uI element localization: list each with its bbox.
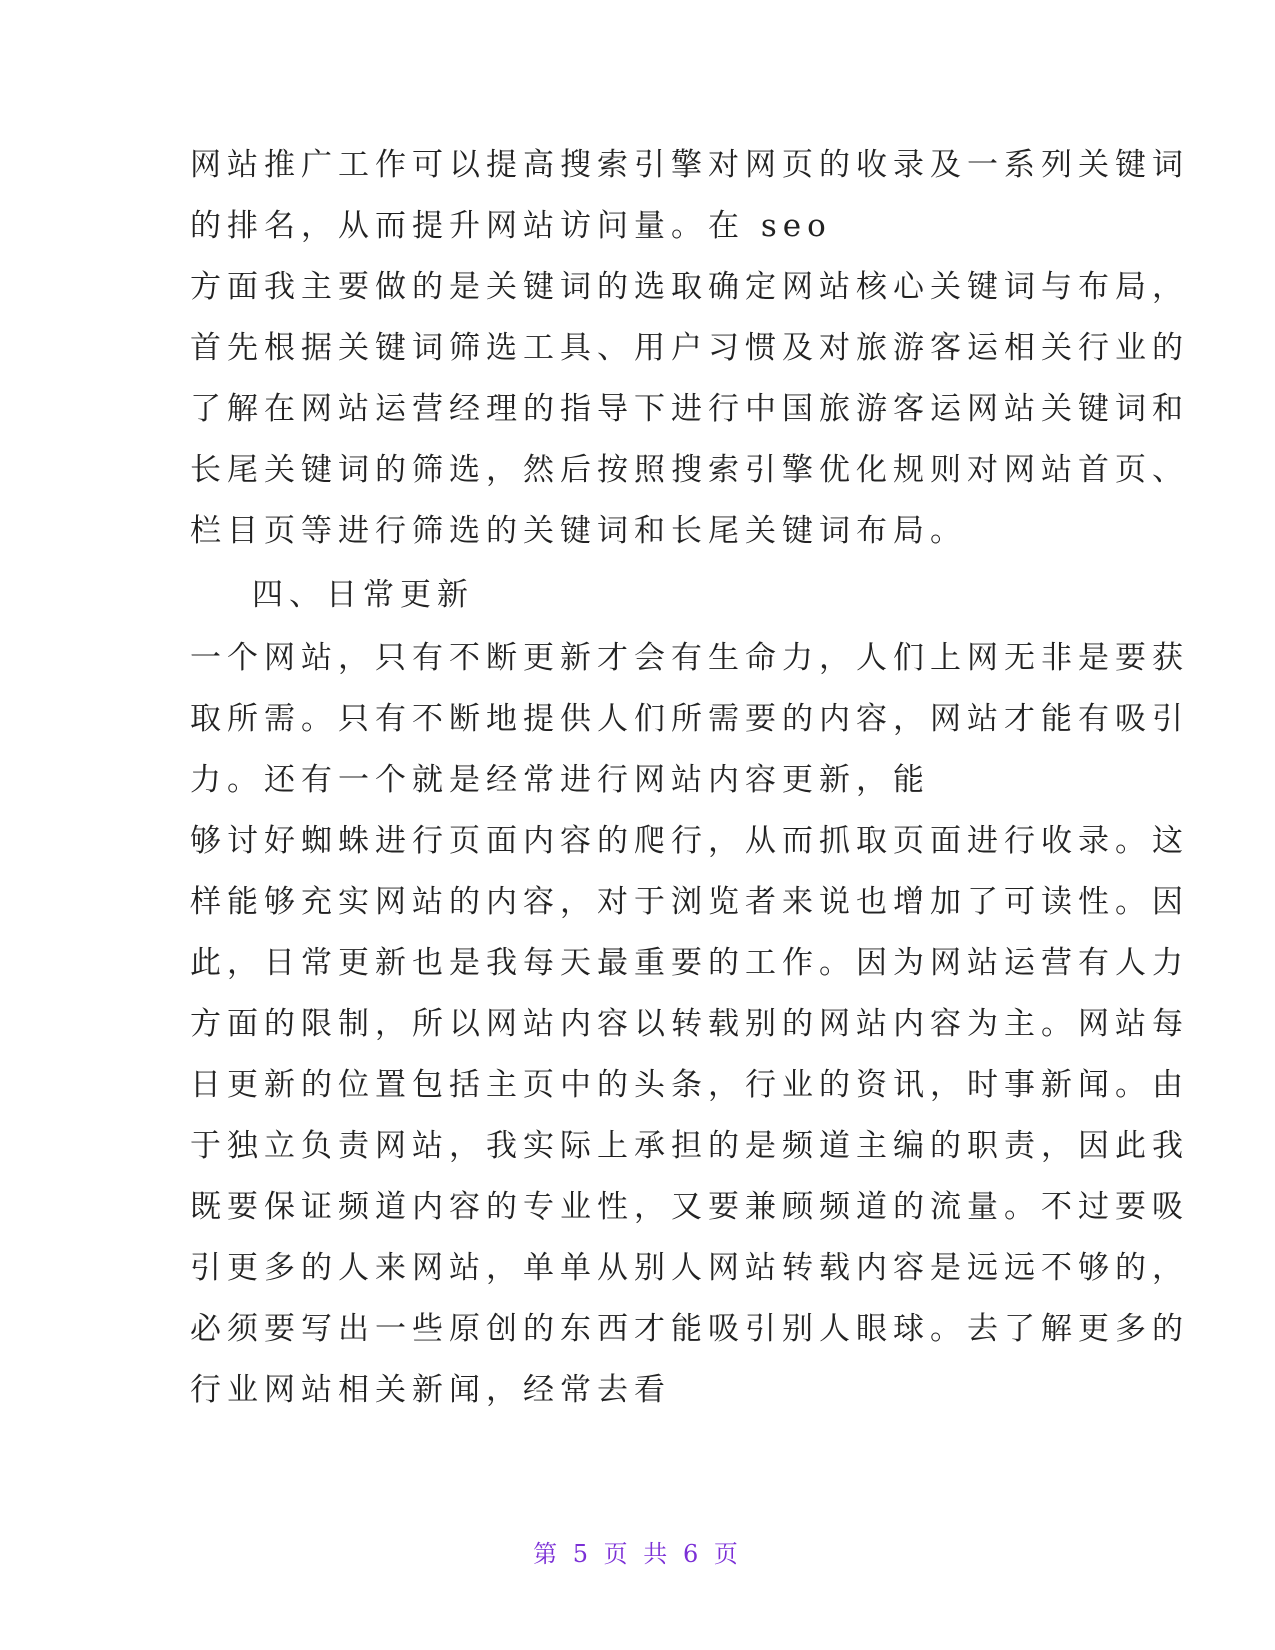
body-line-21: 行业网站相关新闻，经常去看 (190, 1372, 671, 1408)
section-heading: 四、日常更新 (252, 577, 474, 613)
body-line-2: 的排名，从而提升网站访问量。在 seo (190, 208, 832, 244)
body-line-5: 了解在网站运营经理的指导下进行中国旅游客运网站关键词和 (190, 391, 1189, 427)
footer-middle: 页 共 (603, 1540, 672, 1568)
body-line-14: 此，日常更新也是我每天最重要的工作。因为网站运营有人力 (190, 945, 1189, 981)
body-line-13: 样能够充实网站的内容，对于浏览者来说也增加了可读性。因 (190, 884, 1189, 920)
body-line-9: 一个网站，只有不断更新才会有生命力，人们上网无非是要获 (190, 640, 1189, 676)
footer-prefix: 第 (533, 1540, 562, 1568)
page-footer (0, 1538, 1275, 1570)
body-line-16: 日更新的位置包括主页中的头条，行业的资讯，时事新闻。由 (190, 1067, 1189, 1103)
body-line-19: 引更多的人来网站，单单从别人网站转载内容是远远不够的， (190, 1250, 1189, 1286)
body-line-20: 必须要写出一些原创的东西才能吸引别人眼球。去了解更多的 (190, 1311, 1189, 1347)
body-line-10: 取所需。只有不断地提供人们所需要的内容，网站才能有吸引 (190, 701, 1189, 737)
footer-total-pages: 6 (682, 1540, 703, 1568)
body-line-18: 既要保证频道内容的专业性，又要兼顾频道的流量。不过要吸 (190, 1189, 1189, 1225)
body-line-11: 力。还有一个就是经常进行网站内容更新，能 (190, 762, 930, 798)
body-line-7: 栏目页等进行筛选的关键词和长尾关键词布局。 (190, 513, 967, 549)
body-line-15: 方面的限制，所以网站内容以转载别的网站内容为主。网站每 (190, 1006, 1189, 1042)
footer-suffix: 页 (713, 1540, 742, 1568)
body-line-6: 长尾关键词的筛选，然后按照搜索引擎优化规则对网站首页、 (190, 452, 1189, 488)
body-line-3: 方面我主要做的是关键词的选取确定网站核心关键词与布局， (190, 269, 1189, 305)
body-line-17: 于独立负责网站，我实际上承担的是频道主编的职责，因此我 (190, 1128, 1189, 1164)
body-line-4: 首先根据关键词筛选工具、用户习惯及对旅游客运相关行业的 (190, 330, 1189, 366)
body-line-12: 够讨好蜘蛛进行页面内容的爬行，从而抓取页面进行收录。这 (190, 823, 1189, 859)
footer-current-page: 5 (572, 1540, 593, 1568)
body-line-1: 网站推广工作可以提高搜索引擎对网页的收录及一系列关键词 (190, 147, 1189, 183)
